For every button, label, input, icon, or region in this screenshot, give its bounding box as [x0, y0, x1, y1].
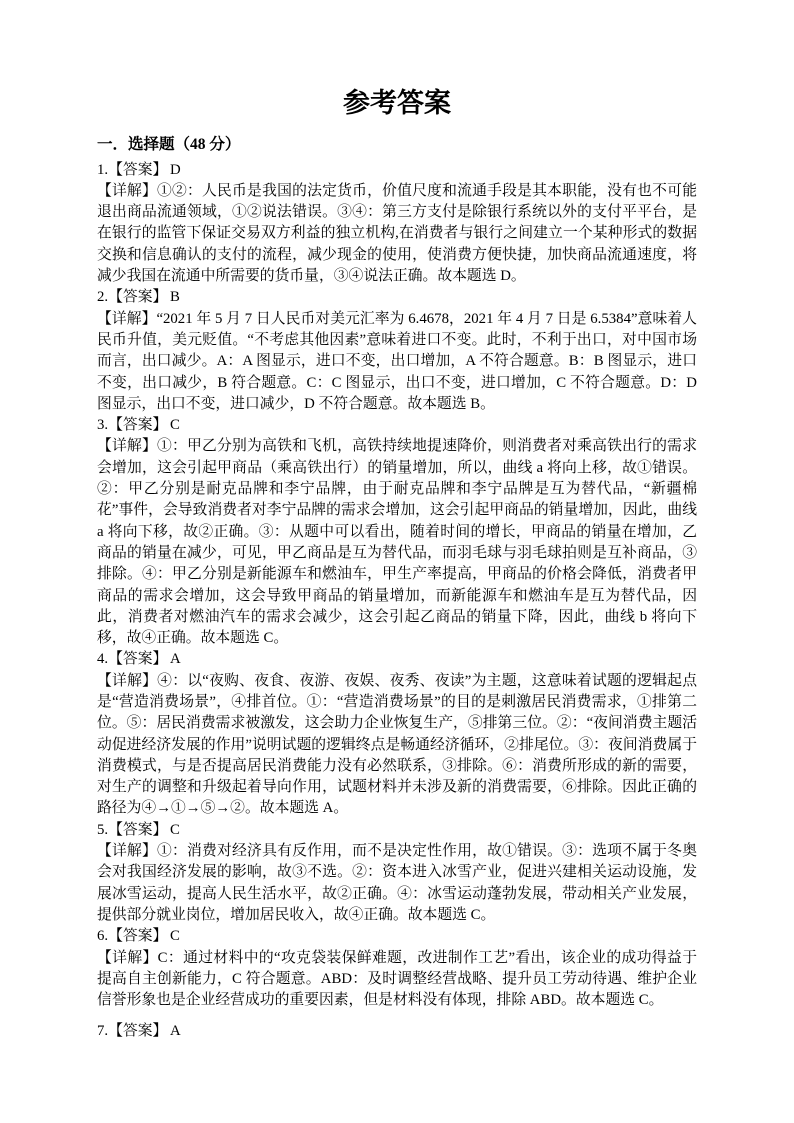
detail-label: 【详解】: [97, 949, 158, 966]
answer-label: 【答案】: [108, 289, 168, 306]
detail-text: ①：消费对经济具有反作用，而不是决定性作用，故①错误。③：选项不属于冬奥会对我国经济发展的影响，故③不选。②：资本进入冰雪产业，促进兴建相关运动设施，发展冰雪运动，提高人民生活水平，故②正确。④：冰雪运动蓬勃发展，带动相关产业发展，提供部分就业岗位，增加居民收入，故④正确。故本题选 C。: [97, 843, 697, 923]
answer-value: B: [169, 289, 180, 306]
answer-number: 2.: [97, 289, 109, 306]
answer-label: 【答案】: [108, 161, 168, 178]
answer-number: 6.: [97, 928, 109, 945]
detail-label: 【详解】: [97, 843, 158, 860]
answer-value: A: [169, 651, 181, 668]
answer-label: 【答案】: [108, 928, 168, 945]
answer-label: 【答案】: [108, 417, 168, 434]
answer-line: [97, 649, 697, 670]
answer-detail: [97, 841, 697, 926]
answer-number: 4.: [97, 651, 109, 668]
answer-block-1: [97, 160, 697, 288]
answer-value: C: [169, 821, 180, 838]
detail-label: 【详解】: [97, 438, 158, 455]
answer-detail: [97, 948, 697, 1012]
answer-detail: [97, 671, 697, 820]
answer-block-3: [97, 415, 697, 649]
detail-text: “2021 年 5 月 7 日人民币对美元汇率为 6.4678，2021 年 4 月 7 日是 6.5384”意味着人民币升值，美元贬值。“不考虑其他因素”意味着进口不变。此时，不利于出口，对中国市场而言，出口减少。A：A 图显示，进口不变，出口增加，A 不符合题意。B：B 图显示，进口不变，出口减少，B 符合题意。C：C 图显示，出口不变，进口增加，C 不符合题意。D：D 图显示，出口不变，进口减少，D 不符合题意。故本题选 B。: [97, 310, 697, 412]
answer-line: [97, 1021, 697, 1042]
detail-text: C：通过材料中的“攻克袋装保鲜难题，改进制作工艺”看出，该企业的成功得益于提高自主创新能力，C 符合题意。ABD：及时调整经营战略、提升员工劳动待遇、维护企业信誉形象也是企业经营成功的重要因素，但是材料没有体现，排除 ABD。故本题选 C。: [97, 949, 697, 1009]
detail-label: 【详解】: [97, 310, 157, 327]
answer-block-5: [97, 820, 697, 926]
answer-value: A: [169, 1023, 181, 1040]
answer-label: 【答案】: [108, 1023, 168, 1040]
answer-number: 5.: [97, 821, 109, 838]
answer-number: 7.: [97, 1023, 109, 1040]
answer-label: 【答案】: [108, 651, 168, 668]
answer-line: [97, 926, 697, 947]
answer-block-6: [97, 926, 697, 1011]
answer-block-2: [97, 287, 697, 415]
answer-detail: [97, 181, 697, 287]
answer-line: [97, 160, 697, 181]
detail-text: ①②：人民币是我国的法定货币，价值尺度和流通手段是其本职能，没有也不可能退出商品流通领域，①②说法错误。③④：第三方支付是除银行系统以外的支付平平台，是在银行的监管下保证交易双方利益的独立机构,在消费者与银行之间建立一个某种形式的数据交换和信息确认的支付的流程，减少现金的使用，使消费方便快捷，加快商品流通速度，将减少我国在流通中所需要的货币量，③④说法正确。故本题选 D。: [97, 182, 697, 285]
answer-value: C: [169, 417, 180, 434]
answer-block-4: [97, 649, 697, 819]
answer-line: [97, 415, 697, 436]
answer-line: [97, 287, 697, 308]
answer-label: 【答案】: [108, 821, 168, 838]
section-header: 一．选择题（48 分）: [97, 136, 241, 154]
answer-line: [97, 820, 697, 841]
detail-label: 【详解】: [97, 672, 158, 689]
detail-text: ①：甲乙分别为高铁和飞机，高铁持续地提速降价，则消费者对乘高铁出行的需求会增加，这会引起甲商品（乘高铁出行）的销量增加，所以，曲线 a 将向上移，故①错误。②：甲乙分别是耐克品牌和李宁品牌，由于耐克品牌和李宁品牌是互为替代品，“新疆棉花”事件，会导致消费者对李宁品牌的需求会增加，这会引起甲商品的销量增加，因此，曲线 a 将向下移，故②正确。③：从题中可以看出，随着时间的增长，甲商品的销量在增加，乙商品的销量在减少，可见，甲乙商品是互为替代品，而羽毛球与羽毛球拍则是互补商品，③排除。④：甲乙分别是新能源车和燃油车，甲生产率提高，甲商品的价格会降低，消费者甲商品的需求会增加，这会导致甲商品的销量增加，而新能源车和燃油车是互为替代品，因此，消费者对燃油汽车的需求会减少，这会引起乙商品的销量下降，因此，曲线 b 将向下移，故④正确。故本题选 C。: [97, 438, 697, 647]
answer-detail: [97, 309, 697, 415]
answer-value: D: [169, 161, 181, 178]
answer-detail: [97, 436, 697, 649]
detail-text: ④：以“夜购、夜食、夜游、夜娱、夜秀、夜读”为主题，这意味着试题的逻辑起点是“营造消费场景”，④排首位。①：“营造消费场景”的目的是刺激居民消费需求，①排第二位。⑤：居民消费需求被激发，这会助力企业恢复生产，⑤排第三位。②：“夜间消费主题活动促进经济发展的作用”说明试题的逻辑终点是畅通经济循环，②排尾位。③：夜间消费属于消费模式，与是否提高居民消费能力没有必然联系，③排除。⑥：消费所形成的新的需要，对生产的调整和升级起着导向作用，试题材料并未涉及新的消费需要，⑥排除。因此正确的路径为④→①→⑤→②。故本题选 A。: [97, 672, 697, 817]
answer-number: 3.: [97, 417, 109, 434]
page-title: 参考答案: [343, 88, 451, 118]
answer-block-7: [97, 1021, 697, 1042]
detail-label: 【详解】: [97, 182, 158, 199]
answer-value: C: [169, 928, 180, 945]
answer-number: 1.: [97, 161, 109, 178]
